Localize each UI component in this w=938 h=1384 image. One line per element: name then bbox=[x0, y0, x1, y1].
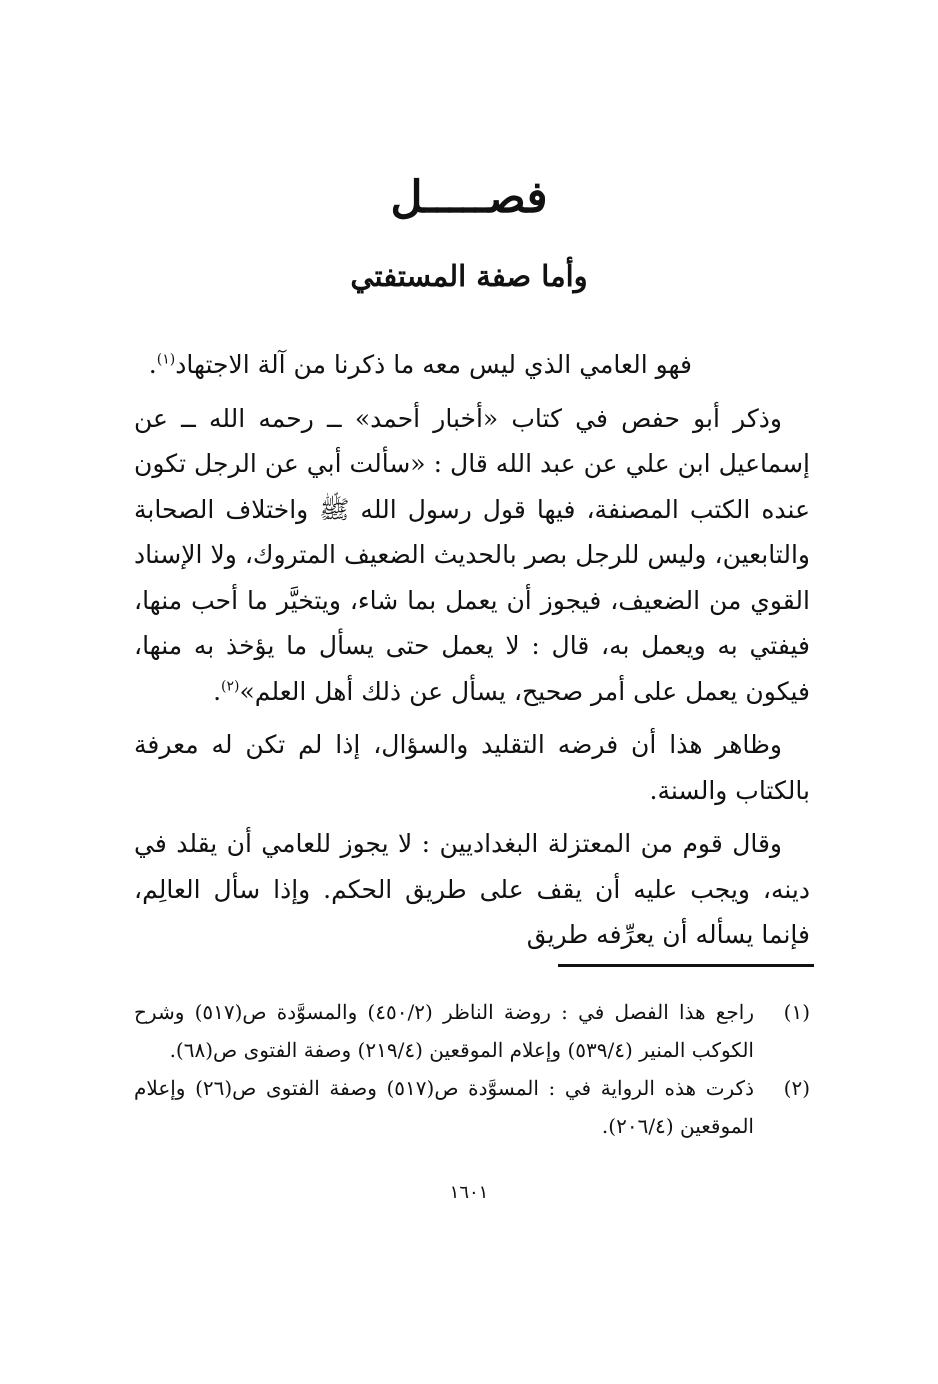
page-number: ١٦٠١ bbox=[449, 1182, 489, 1203]
paragraph-text: وظاهر هذا أن فرضه التقليد والسؤال، إذا لم تكن له معرفة بالكتاب والسنة. bbox=[134, 730, 810, 805]
footnote bbox=[134, 993, 810, 1069]
paragraph-text: وذكر أبو حفص في كتاب «أخبار أحمد» ــ رحمه الله ــ عن إسماعيل ابن علي عن عبد الله قال : «سألت أبي عن الرجل تكون عنده الكتب المصنفة، فيها قول رسول الله ﷺ واختلاف الصحابة والتابعين، وليس للرجل بصر بالحديث الضعيف المتروك، ولا الإسناد القوي من الضعيف، فيجوز أن يعمل بما شاء، ويتخيَّر ما أحب منها، فيفتي به ويعمل به، قال : لا يعمل حتى يسأل ما يؤخذ به منها، فيكون يعمل على أمر صحيح، يسأل عن ذلك أهل العلم» bbox=[134, 403, 810, 706]
paragraph-text: وقال قوم من المعتزلة البغداديين : لا يجوز للعامي أن يقلد في دينه، ويجب عليه أن يقف على طريق الحكم. وإذا سأل العالِم، فإنما يسأله أن يعرِّفه طريق bbox=[134, 829, 810, 949]
footnote-text: ذكرت هذه الرواية في : المسوَّدة ص(٥١٧) وصفة الفتوى ص(٢٦) وإعلام الموقعين (٢٠٦/٤). bbox=[134, 1076, 754, 1138]
section-title: وأما صفة المستفتي bbox=[350, 259, 588, 293]
paragraph bbox=[134, 396, 810, 715]
footnote-number: (١) bbox=[783, 1000, 810, 1024]
main-text bbox=[134, 342, 810, 966]
paragraph-text: فهو العامي الذي ليس معه ما ذكرنا من آلة الاجتهاد bbox=[175, 350, 692, 379]
footnote-reference: (٢) bbox=[221, 678, 240, 695]
paragraph-end: . bbox=[148, 350, 157, 379]
paragraph bbox=[134, 821, 810, 958]
footnote-separator bbox=[558, 964, 814, 967]
footnote-number: (٢) bbox=[783, 1076, 810, 1100]
chapter-title: فصـــــل bbox=[390, 172, 548, 223]
footnote-text: راجع هذا الفصل في : روضة الناظر (٤٥٠/٢) والمسوَّدة ص(٥١٧) وشرح الكوكب المنير (٥٣٩/٤) وإعلام الموقعين (٢١٩/٤) وصفة الفتوى ص(٦٨). bbox=[134, 1000, 754, 1062]
paragraph bbox=[134, 342, 810, 388]
footnote-reference: (١) bbox=[156, 351, 176, 368]
footnotes bbox=[134, 993, 810, 1145]
paragraph bbox=[134, 722, 810, 813]
footnote bbox=[134, 1069, 810, 1145]
paragraph-end: . bbox=[213, 676, 222, 706]
